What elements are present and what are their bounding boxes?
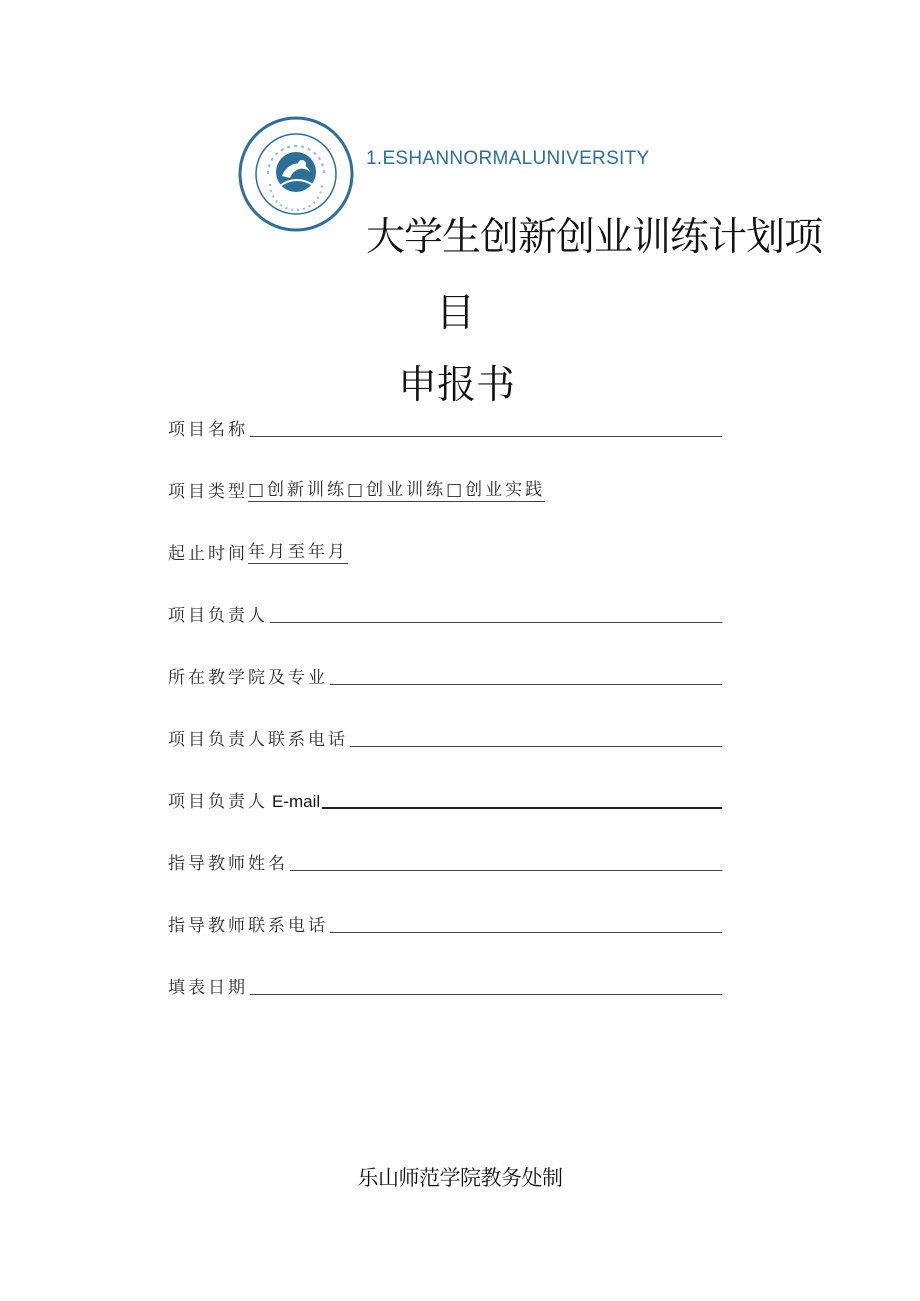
field-leader — [168, 600, 722, 626]
period-value[interactable]: 年月至年月 — [248, 537, 348, 564]
field-project-type — [168, 476, 722, 502]
field-fill-date — [168, 972, 722, 998]
field-label: 项目负责人联系电话 — [168, 730, 348, 750]
field-label: 所在教学院及专业 — [168, 668, 328, 688]
field-advisor-phone — [168, 910, 722, 936]
fill-line[interactable] — [270, 622, 722, 623]
field-label: 填表日期 — [168, 978, 248, 998]
issuer-footer: 乐山师范学院教务处制 — [357, 1166, 563, 1190]
fill-line[interactable] — [250, 994, 722, 995]
field-advisor-name — [168, 848, 722, 874]
field-project-name — [168, 414, 722, 440]
fill-line[interactable] — [290, 870, 722, 871]
field-label: 起止时间 — [168, 544, 248, 564]
field-label: 指导教师姓名 — [168, 854, 288, 874]
document-title-line1: 大学生创新创业训练计划项 — [366, 215, 823, 260]
field-label: 项目名称 — [168, 420, 248, 440]
field-leader-phone — [168, 724, 722, 750]
field-label: 指导教师联系电话 — [168, 916, 328, 936]
university-logo — [238, 116, 354, 232]
fill-line[interactable] — [330, 932, 722, 933]
field-label: 项目负责人 — [168, 606, 268, 626]
fill-line[interactable] — [322, 807, 722, 809]
field-label: 项目类型 — [168, 482, 248, 502]
field-leader-email — [168, 786, 722, 812]
fill-line[interactable] — [350, 746, 722, 747]
email-label-suffix: E-mail — [272, 792, 321, 811]
field-period — [168, 538, 722, 564]
field-college-major — [168, 662, 722, 688]
document-title-line3: 申报书 — [398, 363, 516, 408]
document-title-line2: 目 — [436, 291, 476, 336]
fill-line[interactable] — [250, 436, 722, 437]
field-label: 项目负责人 — [168, 792, 268, 812]
project-type-options[interactable]: □创新训练□创业训练□创业实践 — [248, 475, 545, 502]
university-english-name: 1.ESHANNORMALUNIVERSITY — [366, 148, 650, 169]
fill-line[interactable] — [330, 684, 722, 685]
